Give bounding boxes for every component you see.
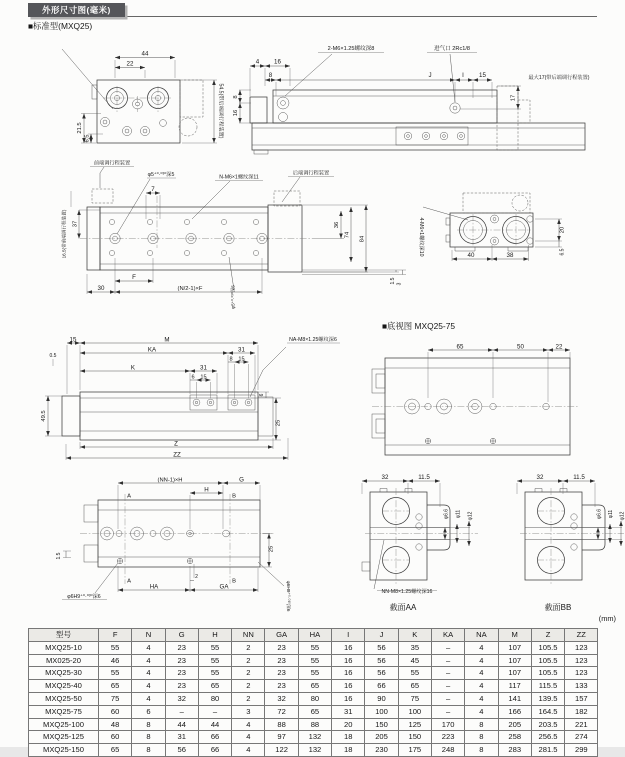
value-cell: 141: [498, 692, 531, 705]
column-header: M: [498, 629, 531, 642]
value-cell: 123: [565, 641, 598, 654]
value-cell: 72: [265, 705, 298, 718]
column-header: N: [132, 629, 165, 642]
model-cell: MXQ25-75: [29, 705, 99, 718]
value-cell: 132: [298, 731, 331, 744]
value-cell: –: [431, 692, 464, 705]
value-cell: 65: [99, 680, 132, 693]
value-cell: 60: [99, 705, 132, 718]
dim-label: 17: [511, 95, 517, 101]
value-cell: –: [198, 705, 231, 718]
value-cell: 23: [165, 654, 198, 667]
value-cell: 66: [198, 731, 231, 744]
model-cell: MXQ25-100: [29, 718, 99, 731]
dim-label: 8: [269, 72, 273, 79]
dim-label: B: [232, 579, 236, 585]
value-cell: 23: [165, 667, 198, 680]
column-header: NA: [465, 629, 498, 642]
model-cell: MXQ25-30: [29, 667, 99, 680]
value-cell: 55: [198, 641, 231, 654]
dim-label: 25: [269, 546, 275, 552]
value-cell: 133: [565, 680, 598, 693]
dim-label: A: [127, 579, 131, 585]
value-cell: 16: [332, 654, 365, 667]
dim-label: I: [462, 72, 464, 79]
value-cell: 281.5: [531, 744, 564, 757]
dim-label: 50: [517, 344, 524, 351]
plan-view: [71, 167, 406, 295]
value-cell: 60: [99, 731, 132, 744]
section-bb-view: [517, 481, 624, 584]
value-cell: 4: [465, 667, 498, 680]
value-cell: 8: [465, 731, 498, 744]
dim-label: 11.5: [573, 474, 585, 481]
side-elevation-view: [239, 53, 585, 155]
dim-label: φ6H9⁺⁰·⁰³⁰深6: [67, 592, 100, 600]
dim-label: 44: [142, 51, 149, 58]
dim-label: 1.5: [56, 552, 62, 559]
value-cell: 55: [298, 641, 331, 654]
value-cell: 8: [132, 731, 165, 744]
value-cell: 170: [431, 718, 464, 731]
value-cell: 4: [232, 718, 265, 731]
dim-label: 49.5: [41, 410, 47, 421]
column-header: KA: [431, 629, 464, 642]
value-cell: –: [431, 705, 464, 718]
column-header: GA: [265, 629, 298, 642]
dim-label: 31: [200, 365, 207, 372]
value-cell: 65: [298, 680, 331, 693]
dim-label: φ6.6: [597, 509, 603, 519]
value-cell: 4: [465, 654, 498, 667]
value-cell: 2: [232, 654, 265, 667]
dim-label: (N/2-1)×F: [178, 286, 203, 292]
value-cell: 56: [365, 641, 398, 654]
dim-label: G: [239, 477, 244, 484]
dim-label: 1.5: [390, 277, 396, 284]
value-cell: 258: [498, 731, 531, 744]
value-cell: 97: [265, 731, 298, 744]
value-cell: 65: [398, 680, 431, 693]
dim-label: 3: [397, 282, 403, 285]
dim-label: 15: [70, 337, 77, 344]
value-cell: 75: [99, 692, 132, 705]
value-cell: 2: [232, 667, 265, 680]
value-cell: 105.5: [531, 641, 564, 654]
dim-label: 15: [200, 375, 206, 381]
value-cell: 16: [332, 667, 365, 680]
dim-label: φ12: [468, 511, 474, 520]
value-cell: 23: [165, 641, 198, 654]
bottom-view: [372, 350, 578, 455]
table-row: [29, 731, 598, 744]
dim-label: 54.5(带后端调行程装置): [218, 83, 226, 138]
value-cell: 105.5: [531, 654, 564, 667]
value-cell: 221: [565, 718, 598, 731]
value-cell: 66: [365, 680, 398, 693]
section-bb-caption: 截面BB: [532, 602, 584, 613]
dim-label: H: [204, 487, 208, 494]
table-row: [29, 641, 598, 654]
dim-label: 22: [127, 61, 134, 68]
dim-label: A: [127, 494, 131, 500]
dim-label: 后端调行程装置: [293, 169, 329, 177]
value-cell: 166: [498, 705, 531, 718]
dim-label: M: [164, 337, 169, 344]
value-cell: 55: [99, 641, 132, 654]
front-end-view: [62, 49, 217, 143]
page-title: 外形尺寸图(毫米): [28, 3, 125, 17]
dim-label: HA: [150, 584, 159, 591]
value-cell: –: [431, 641, 464, 654]
value-cell: 48: [99, 718, 132, 731]
value-cell: 115.5: [531, 680, 564, 693]
dim-label: 16: [274, 59, 281, 66]
value-cell: 4: [132, 692, 165, 705]
value-cell: 4: [132, 667, 165, 680]
section-location-view: [62, 483, 284, 600]
dim-label: 32: [382, 474, 389, 481]
model-cell: MXQ25-150: [29, 744, 99, 757]
column-header: G: [165, 629, 198, 642]
value-cell: 150: [365, 718, 398, 731]
dim-label: Z: [174, 441, 178, 448]
table-row: [29, 692, 598, 705]
value-cell: 45: [398, 654, 431, 667]
dim-label: 30: [98, 285, 105, 292]
value-cell: 55: [298, 654, 331, 667]
value-cell: 4: [232, 731, 265, 744]
value-cell: 4: [132, 654, 165, 667]
value-cell: 31: [165, 731, 198, 744]
value-cell: –: [165, 705, 198, 718]
value-cell: 55: [198, 654, 231, 667]
value-cell: 80: [198, 692, 231, 705]
value-cell: 175: [398, 744, 431, 757]
value-cell: 56: [365, 654, 398, 667]
value-cell: 100: [365, 705, 398, 718]
dim-label: 4-M6×1螺纹深10: [418, 217, 426, 256]
model-cell: MXQ25-125: [29, 731, 99, 744]
value-cell: 44: [198, 718, 231, 731]
dim-label: 6.5: [85, 134, 91, 142]
value-cell: 23: [265, 654, 298, 667]
value-cell: 274: [565, 731, 598, 744]
dim-label: 38: [507, 252, 514, 259]
dim-label: GA: [220, 584, 230, 591]
dim-label: 32: [537, 474, 544, 481]
value-cell: 35: [398, 641, 431, 654]
value-cell: 122: [265, 744, 298, 757]
dim-label: 16: [233, 110, 239, 116]
dim-label: 31: [238, 347, 245, 354]
dim-label: φ6H9⁺⁰·⁰³⁰深6: [285, 581, 292, 612]
dim-label: 25: [276, 420, 282, 426]
dim-label: 22: [556, 344, 563, 351]
value-cell: –: [431, 654, 464, 667]
column-header: F: [99, 629, 132, 642]
value-cell: 132: [298, 744, 331, 757]
dim-label: 2-M6×1.25螺纹深8: [328, 44, 375, 52]
dim-label: 15: [238, 357, 244, 363]
value-cell: 6: [132, 705, 165, 718]
value-cell: 157: [565, 692, 598, 705]
value-cell: 125: [398, 718, 431, 731]
value-cell: 8: [132, 718, 165, 731]
value-cell: 4: [465, 641, 498, 654]
dim-label: 6.5: [560, 248, 566, 255]
table-row: [29, 654, 598, 667]
value-cell: 46: [99, 654, 132, 667]
dim-label: 16.5(带前端调行程装置): [61, 209, 68, 258]
dim-label: φ5⁺⁰·⁰³⁰深5: [148, 170, 175, 178]
value-cell: 123: [565, 667, 598, 680]
value-cell: 123: [565, 654, 598, 667]
value-cell: 88: [265, 718, 298, 731]
standard-type-label: ■标准型(MXQ25): [28, 20, 92, 32]
value-cell: 230: [365, 744, 398, 757]
value-cell: 4: [132, 680, 165, 693]
dim-label: 65: [457, 344, 464, 351]
dim-label: 37: [73, 221, 79, 227]
dim-label: φ5⁺⁰·⁰³⁰深5: [230, 285, 237, 309]
column-header: HA: [298, 629, 331, 642]
dim-label: N-M6×1螺纹深11: [219, 173, 259, 181]
value-cell: 56: [165, 744, 198, 757]
value-cell: 55: [99, 667, 132, 680]
value-cell: 4: [132, 641, 165, 654]
column-header: NN: [232, 629, 265, 642]
value-cell: 65: [298, 705, 331, 718]
dim-label: 6: [259, 393, 265, 396]
value-cell: 2: [232, 692, 265, 705]
dim-label: (NN-1)×H: [158, 478, 183, 484]
dim-label: 8: [229, 357, 232, 363]
value-cell: 205: [498, 718, 531, 731]
value-cell: 56: [365, 667, 398, 680]
dimension-table: [28, 628, 598, 757]
value-cell: 55: [298, 667, 331, 680]
value-cell: –: [431, 680, 464, 693]
dim-label: φ11: [608, 510, 614, 519]
dim-label: 6: [191, 375, 194, 381]
value-cell: 23: [265, 641, 298, 654]
unit-label: (mm): [574, 614, 616, 623]
model-cell: MXQ25-50: [29, 692, 99, 705]
value-cell: 23: [265, 680, 298, 693]
value-cell: 182: [565, 705, 598, 718]
bottom-view-label: ■底视图 MXQ25-75: [382, 320, 455, 332]
value-cell: 20: [332, 718, 365, 731]
dim-label: 进气口 2Rc1/8: [434, 44, 470, 52]
dim-label: φ11: [456, 510, 462, 519]
table-header-row: [29, 629, 598, 642]
value-cell: 16: [332, 692, 365, 705]
value-cell: 23: [265, 667, 298, 680]
dim-label: 前端调行程装置: [94, 159, 130, 167]
dim-label: ZZ: [173, 452, 181, 459]
dim-label: NA-M8×1.25螺纹深6: [289, 335, 337, 343]
dim-label: KA: [148, 347, 157, 354]
dim-label: 36: [334, 222, 340, 228]
value-cell: 18: [332, 731, 365, 744]
value-cell: –: [431, 667, 464, 680]
value-cell: 107: [498, 667, 531, 680]
value-cell: 18: [332, 744, 365, 757]
dim-label: 8: [233, 95, 239, 98]
column-header: J: [365, 629, 398, 642]
dim-label: 2: [195, 574, 198, 580]
model-cell: MXQ25-40: [29, 680, 99, 693]
dim-label: 40: [468, 252, 475, 259]
value-cell: 90: [365, 692, 398, 705]
table-row: [29, 705, 598, 718]
value-cell: 8: [465, 718, 498, 731]
table-row: [29, 667, 598, 680]
table-row: [29, 744, 598, 757]
value-cell: 55: [198, 667, 231, 680]
dim-label: φ6.6: [444, 509, 450, 519]
dimension-labels: [41, 44, 625, 612]
dim-label: 0.5: [50, 353, 57, 359]
value-cell: 55: [398, 667, 431, 680]
dim-label: J: [428, 72, 431, 79]
value-cell: 4: [465, 705, 498, 718]
dim-label: 最大17(带后端调行程装置): [528, 73, 589, 81]
column-header: K: [398, 629, 431, 642]
column-header: 型号: [29, 629, 99, 642]
value-cell: 8: [465, 744, 498, 757]
column-header: ZZ: [565, 629, 598, 642]
value-cell: 299: [565, 744, 598, 757]
value-cell: 283: [498, 744, 531, 757]
table-row: [29, 718, 598, 731]
value-cell: 80: [298, 692, 331, 705]
value-cell: 16: [332, 680, 365, 693]
model-cell: MX025-20: [29, 654, 99, 667]
right-end-view: [423, 193, 562, 261]
value-cell: 32: [265, 692, 298, 705]
dim-label: 7: [151, 186, 155, 193]
dim-label: K: [131, 365, 136, 372]
value-cell: 23: [165, 680, 198, 693]
dim-label: 11.5: [418, 474, 430, 481]
value-cell: 105.5: [531, 667, 564, 680]
table-row: [29, 680, 598, 693]
column-header: Z: [531, 629, 564, 642]
value-cell: 205: [365, 731, 398, 744]
value-cell: 139.5: [531, 692, 564, 705]
dim-label: 21.5: [77, 122, 83, 133]
value-cell: 65: [99, 744, 132, 757]
column-header: H: [198, 629, 231, 642]
column-header: I: [332, 629, 365, 642]
value-cell: 107: [498, 641, 531, 654]
value-cell: 2: [232, 641, 265, 654]
value-cell: 3: [232, 705, 265, 718]
section-aa-caption: 截面AA: [377, 602, 429, 613]
section-aa-view: [362, 481, 478, 591]
mounting-side-view: [45, 343, 340, 460]
dim-label: NN-M8×1.25螺纹深16: [382, 587, 433, 595]
value-cell: 2: [232, 680, 265, 693]
dim-label: 20: [560, 227, 566, 233]
dim-label: 84: [360, 235, 366, 242]
value-cell: 164.5: [531, 705, 564, 718]
dim-label: F: [132, 274, 136, 281]
value-cell: 31: [332, 705, 365, 718]
dim-label: 15: [479, 72, 486, 79]
value-cell: 44: [165, 718, 198, 731]
model-cell: MXQ25-10: [29, 641, 99, 654]
dim-label: 4: [256, 59, 260, 66]
value-cell: 66: [198, 744, 231, 757]
value-cell: 8: [132, 744, 165, 757]
value-cell: 203.5: [531, 718, 564, 731]
value-cell: 4: [232, 744, 265, 757]
value-cell: 65: [198, 680, 231, 693]
value-cell: 75: [398, 692, 431, 705]
value-cell: 88: [298, 718, 331, 731]
value-cell: 4: [465, 680, 498, 693]
value-cell: 16: [332, 641, 365, 654]
dim-label: B: [232, 494, 236, 500]
value-cell: 4: [465, 692, 498, 705]
value-cell: 256.5: [531, 731, 564, 744]
value-cell: 223: [431, 731, 464, 744]
dim-label: φ12: [620, 511, 625, 520]
value-cell: 107: [498, 654, 531, 667]
dim-label: 74: [345, 231, 351, 238]
value-cell: 32: [165, 692, 198, 705]
value-cell: 100: [398, 705, 431, 718]
value-cell: 248: [431, 744, 464, 757]
value-cell: 117: [498, 680, 531, 693]
value-cell: 150: [398, 731, 431, 744]
